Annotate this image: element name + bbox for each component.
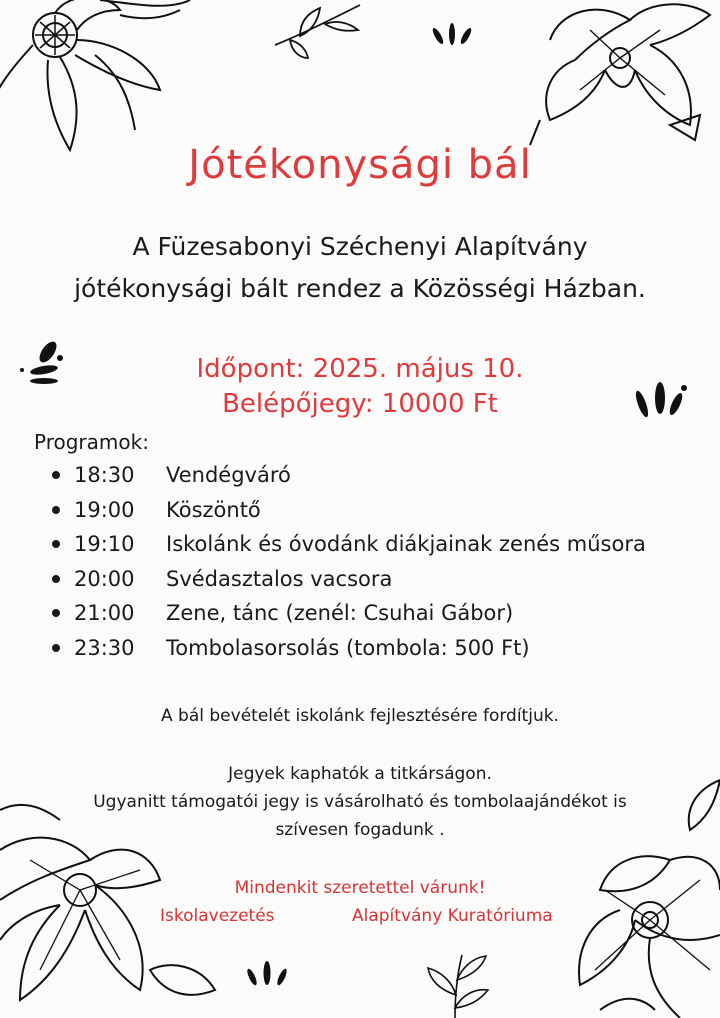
program-name: Vendégváró bbox=[166, 463, 291, 488]
flower-illustration-top-left bbox=[0, 0, 260, 160]
program-name: Zene, tánc (zenél: Csuhai Gábor) bbox=[166, 601, 514, 626]
revenue-note: A bál bevételét iskolánk fejlesztésére fordítjuk. bbox=[161, 706, 559, 726]
program-time: 19:00 bbox=[74, 497, 135, 522]
support-line-1: Ugyanitt támogatói jegy is vásárolható és tombolaajándékot is bbox=[93, 792, 627, 812]
page-title: Jótékonysági bál bbox=[188, 142, 532, 188]
program-time: 19:10 bbox=[74, 532, 135, 557]
intro-line-1: A Füzesabonyi Széchenyi Alapítvány bbox=[132, 232, 588, 261]
program-time: 21:00 bbox=[74, 601, 135, 626]
signer-left: Iskolavezetés bbox=[160, 906, 275, 926]
program-item bbox=[52, 493, 646, 528]
bullet-icon bbox=[52, 609, 60, 617]
bullet-icon bbox=[52, 471, 60, 479]
bullet-icon bbox=[52, 540, 60, 548]
flower-illustration-top-right bbox=[520, 0, 720, 150]
program-name: Tombolasorsolás (tombola: 500 Ft) bbox=[166, 635, 530, 660]
leaf-sprig-illustration-top bbox=[270, 0, 380, 60]
bullet-icon bbox=[52, 644, 60, 652]
programs-heading: Programok: bbox=[34, 430, 149, 454]
ticket-info bbox=[0, 760, 720, 844]
event-ticket-price: Belépőjegy: 10000 Ft bbox=[222, 389, 498, 419]
program-item bbox=[52, 596, 646, 631]
program-name: Svédasztalos vacsora bbox=[166, 566, 393, 591]
program-time: 18:30 bbox=[74, 463, 135, 488]
signer-right: Alapítvány Kuratóriuma bbox=[352, 906, 553, 926]
bullet-icon bbox=[52, 575, 60, 583]
program-time: 23:30 bbox=[74, 635, 135, 660]
intro-text bbox=[0, 226, 720, 310]
program-item bbox=[52, 631, 646, 666]
intro-line-2: jótékonysági bált rendez a Közösségi Házban. bbox=[74, 274, 646, 303]
brush-mark-top bbox=[430, 20, 480, 50]
programs-list bbox=[52, 458, 646, 665]
program-name: Köszöntő bbox=[166, 497, 261, 522]
tickets-line: Jegyek kaphatók a titkárságon. bbox=[228, 764, 492, 784]
event-date: Időpont: 2025. május 10. bbox=[196, 354, 524, 384]
program-item bbox=[52, 458, 646, 493]
support-line-2: szívesen fogadunk . bbox=[275, 820, 445, 840]
brush-mark-bottom bbox=[242, 955, 292, 990]
program-name: Iskolánk és óvodánk diákjainak zenés műsora bbox=[166, 532, 646, 557]
event-details bbox=[0, 352, 720, 422]
leaf-sprig-illustration-bottom bbox=[410, 950, 500, 1018]
program-time: 20:00 bbox=[74, 566, 135, 591]
program-item bbox=[52, 527, 646, 562]
program-item bbox=[52, 562, 646, 597]
welcome-message: Mindenkit szeretettel várunk! bbox=[234, 878, 486, 898]
bullet-icon bbox=[52, 506, 60, 514]
